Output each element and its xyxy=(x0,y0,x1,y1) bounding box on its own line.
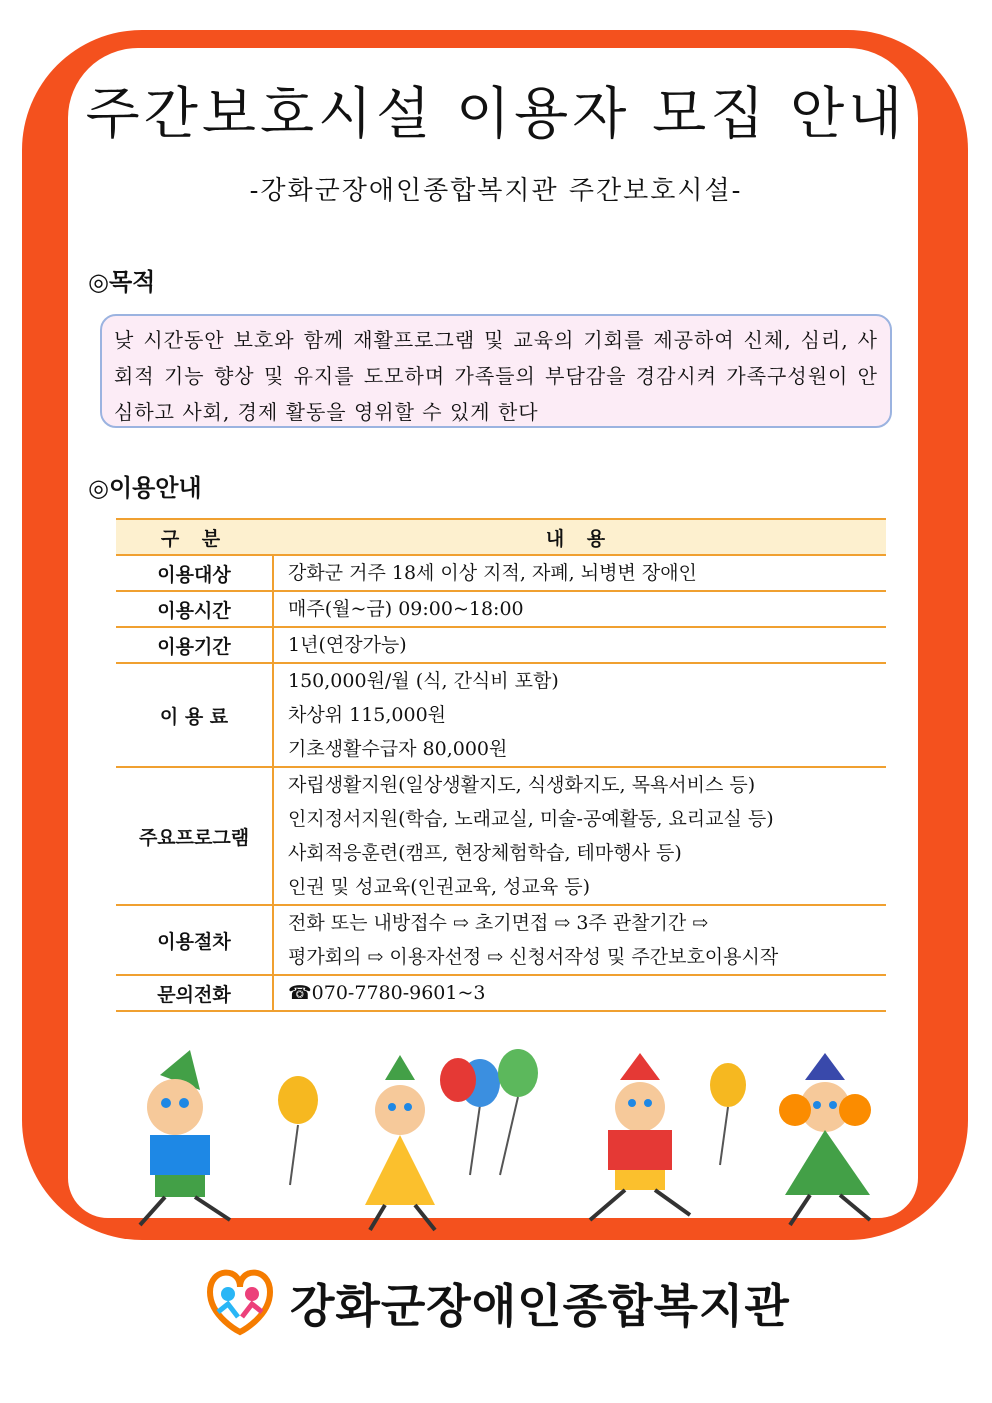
content-line: 매주(월~금) 09:00~18:00 xyxy=(288,598,524,620)
balloons-icon xyxy=(278,1049,746,1185)
content-line: 1년(연장가능) xyxy=(288,634,407,656)
org-name: 강화군장애인종합복지관 xyxy=(290,1279,790,1333)
table-header-row xyxy=(116,519,886,555)
table-row xyxy=(116,663,886,767)
content-line: 자립생활지원(일상생활지도, 식생화지도, 목욕서비스 등) xyxy=(288,774,756,796)
row-label: 이용시간 xyxy=(116,591,273,627)
content-line: 인권 및 성교육(인권교육, 성교육 등) xyxy=(288,876,590,898)
child-figure-icon xyxy=(365,1055,435,1230)
purpose-heading: ◎목적 xyxy=(88,267,156,296)
content-line: 강화군 거주 18세 이상 지적, 자폐, 뇌병변 장애인 xyxy=(288,562,697,584)
child-figure-icon xyxy=(779,1053,871,1225)
row-content xyxy=(273,555,886,591)
child-figure-icon xyxy=(140,1050,230,1225)
row-content xyxy=(273,975,886,1011)
row-content xyxy=(273,767,886,905)
row-content xyxy=(273,591,886,627)
purpose-text: 낮 시간동안 보호와 함께 재활프로그램 및 교육의 기회를 제공하여 신체, 심리, 사회적 기능 향상 및 유지를 도모하며 가족들의 부담감을 경감시켜 가족구성원이 안심하고 사회, 경제 활동을 영위할 수 있게 한다 xyxy=(114,328,878,424)
page-subtitle: -강화군장애인종합복지관 주간보호시설- xyxy=(249,176,743,206)
table-row xyxy=(116,555,886,591)
child-figure-icon xyxy=(590,1053,690,1220)
row-label: 이 용 료 xyxy=(116,663,273,767)
table-row xyxy=(116,591,886,627)
row-label: 주요프로그램 xyxy=(116,767,273,905)
content-line: 차상위 115,000원 xyxy=(288,704,447,726)
content-line: 인지정서지원(학습, 노래교실, 미술-공예활동, 요리교실 등) xyxy=(288,808,774,830)
party-children-illustration xyxy=(80,1035,930,1235)
page-title: 주간보호시설 이용자 모집 안내 xyxy=(85,82,907,147)
table-row xyxy=(116,767,886,905)
content-line: 150,000원/월 (식, 간식비 포함) xyxy=(288,670,559,692)
row-label: 문의전화 xyxy=(116,975,273,1011)
guide-table xyxy=(116,518,886,1012)
content-line: 평가회의 ⇨ 이용자선정 ⇨ 신청서작성 및 주간보호이용시작 xyxy=(288,946,779,968)
content-line: ☎070-7780-9601~3 xyxy=(288,982,486,1004)
header-content: 내 용 xyxy=(273,519,886,555)
table-row xyxy=(116,627,886,663)
row-content xyxy=(273,905,886,975)
row-label: 이용대상 xyxy=(116,555,273,591)
content-line: 사회적응훈련(캠프, 현장체험학습, 테마행사 등) xyxy=(288,842,682,864)
row-content xyxy=(273,663,886,767)
header-label: 구 분 xyxy=(116,519,273,555)
purpose-box xyxy=(100,314,892,428)
table-row xyxy=(116,975,886,1011)
guide-heading: ◎이용안내 xyxy=(88,473,202,502)
row-label: 이용절차 xyxy=(116,905,273,975)
row-content xyxy=(273,627,886,663)
table-row xyxy=(116,905,886,975)
content-line: 전화 또는 내방접수 ⇨ 초기면접 ⇨ 3주 관찰기간 ⇨ xyxy=(288,912,709,934)
content-line: 기초생활수급자 80,000원 xyxy=(288,738,508,760)
row-label: 이용기간 xyxy=(116,627,273,663)
